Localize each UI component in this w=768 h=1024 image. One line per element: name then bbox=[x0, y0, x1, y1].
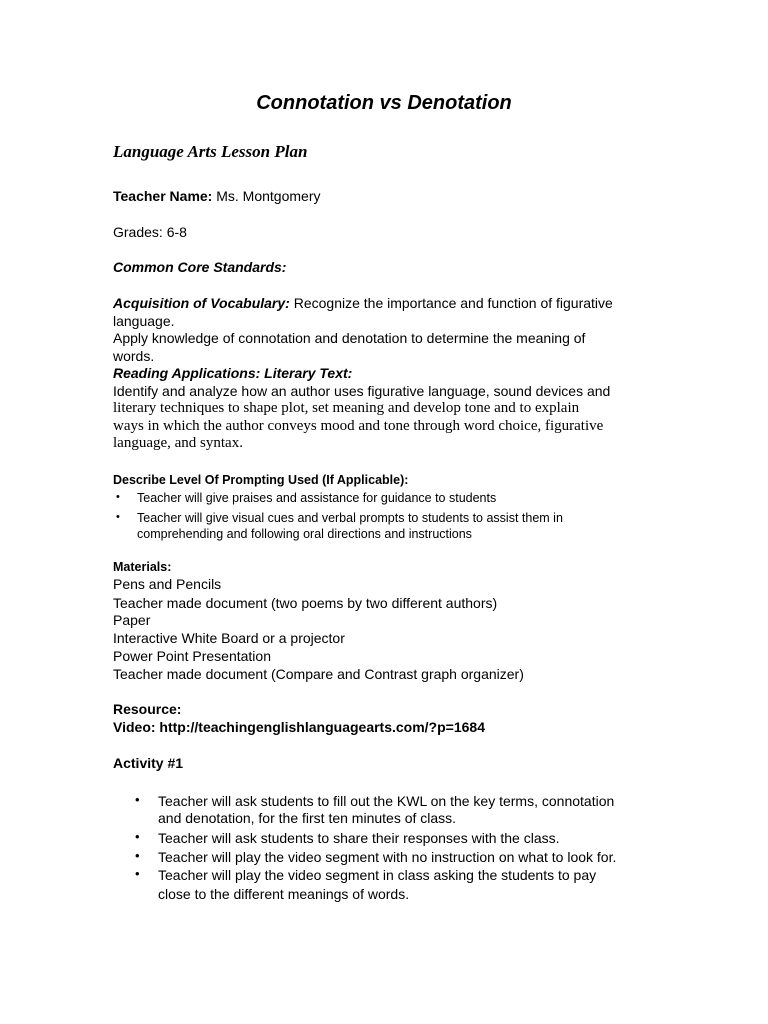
resource-video-link[interactable]: Video: http://teachingenglishlanguagearts.com/?p=1684 bbox=[113, 719, 485, 735]
reading-line-1: Identify and analyze how an author uses figurative language, sound devices and bbox=[113, 383, 611, 399]
reading-line-3: ways in which the author conveys mood and tone through word choice, figurative bbox=[113, 418, 604, 434]
bullet-icon: • bbox=[135, 829, 140, 844]
prompting-item-2-line-1: Teacher will give visual cues and verbal prompts to students to assist them in bbox=[137, 511, 563, 525]
prompting-item-2-line-2: comprehending and following oral directions and instructions bbox=[137, 527, 472, 541]
standards-heading: Common Core Standards: bbox=[113, 259, 287, 275]
prompting-item-1: Teacher will give praises and assistance for guidance to students bbox=[137, 491, 497, 505]
activity-item-3: Teacher will play the video segment with no instruction on what to look for. bbox=[158, 849, 617, 865]
reading-label: Reading Applications: Literary Text: bbox=[113, 365, 353, 381]
materials-heading: Materials: bbox=[113, 560, 172, 574]
vocab-line-4: words. bbox=[113, 348, 155, 364]
bullet-icon: • bbox=[135, 848, 140, 863]
teacher-name-value: Ms. Montgomery bbox=[216, 188, 321, 204]
bullet-icon: • bbox=[135, 792, 140, 807]
reading-line-4: language, and syntax. bbox=[113, 435, 243, 451]
materials-item: Interactive White Board or a projector bbox=[113, 630, 345, 646]
teacher-name-line bbox=[113, 188, 320, 205]
materials-item: Paper bbox=[113, 612, 151, 628]
activity-item-1-line-1: Teacher will ask students to fill out the KWL on the key terms, connotation bbox=[158, 793, 615, 809]
materials-item: Pens and Pencils bbox=[113, 576, 222, 592]
activity-item-4-line-1: Teacher will play the video segment in class asking the students to pay bbox=[158, 867, 597, 883]
grades-line: Grades: 6-8 bbox=[113, 224, 187, 240]
vocab-label: Acquisition of Vocabulary: bbox=[113, 295, 290, 311]
reading-line-2: literary techniques to shape plot, set meaning and develop tone and to explain bbox=[113, 400, 580, 416]
activity-item-4-line-2: close to the different meanings of words. bbox=[158, 886, 410, 902]
vocab-line-3: Apply knowledge of connotation and denotation to determine the meaning of bbox=[113, 330, 586, 346]
resource-heading: Resource: bbox=[113, 701, 182, 717]
page-title: Connotation vs Denotation bbox=[256, 92, 512, 114]
vocab-text-1: Recognize the importance and function of figurative bbox=[293, 295, 613, 311]
bullet-icon: • bbox=[116, 491, 120, 503]
vocab-line-1 bbox=[113, 295, 613, 312]
vocab-line-2: language. bbox=[113, 313, 175, 329]
activity-item-2: Teacher will ask students to share their responses with the class. bbox=[158, 830, 560, 846]
materials-item: Teacher made document (Compare and Contrast graph organizer) bbox=[113, 666, 524, 682]
prompting-heading: Describe Level Of Prompting Used (If Applicable): bbox=[113, 473, 409, 487]
materials-item: Power Point Presentation bbox=[113, 648, 271, 664]
page-subtitle: Language Arts Lesson Plan bbox=[113, 142, 308, 161]
activity-item-1-line-2: and denotation, for the first ten minutes of class. bbox=[158, 810, 457, 826]
activity-heading: Activity #1 bbox=[113, 755, 184, 771]
bullet-icon: • bbox=[135, 866, 140, 881]
teacher-name-label: Teacher Name: bbox=[113, 188, 213, 204]
bullet-icon: • bbox=[116, 511, 120, 523]
materials-item: Teacher made document (two poems by two different authors) bbox=[113, 595, 498, 611]
